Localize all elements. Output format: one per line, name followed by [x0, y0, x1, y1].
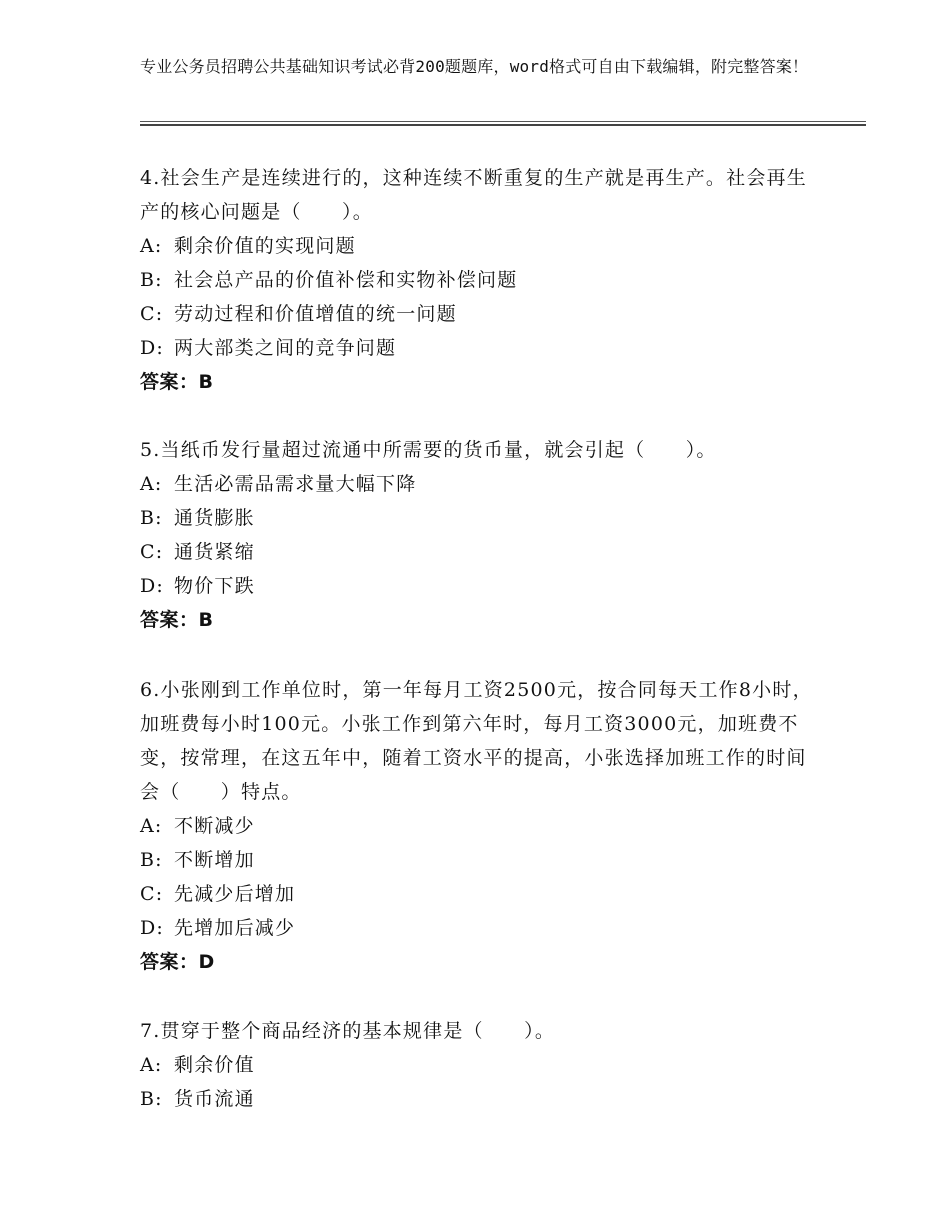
option-b [140, 1082, 820, 1116]
option-c [140, 535, 820, 569]
question-5 [140, 433, 820, 637]
option-key: B: [140, 849, 163, 871]
option-key: C: [140, 541, 164, 563]
option-key: A: [140, 815, 163, 837]
option-c [140, 297, 820, 331]
header-divider-thick [140, 124, 866, 126]
option-d [140, 911, 820, 945]
option-key: A: [140, 235, 163, 257]
option-text: 不断减少 [174, 815, 255, 837]
option-text: 两大部类之间的竞争问题 [174, 337, 397, 359]
question-stem: 5.当纸币发行量超过流通中所需要的货币量，就会引起（ ）。 [140, 439, 717, 461]
option-key: D: [140, 575, 165, 597]
option-text: 先增加后减少 [174, 917, 296, 939]
option-key: B: [140, 507, 163, 529]
question-stem: 6.小张刚到工作单位时，第一年每月工资2500元，按合同每天工作8小时，加班费每小时100元。小张工作到第六年时，每月工资3000元，加班费不变，按常理，在这五年中，随着工资水平的提高，小张选择加班工作的时间会（ ）特点。 [140, 679, 813, 803]
question-4 [140, 161, 820, 399]
option-key: A: [140, 473, 163, 495]
option-text: 剩余价值的实现问题 [174, 235, 356, 257]
question-stem: 7.贯穿于整个商品经济的基本规律是（ ）。 [140, 1020, 556, 1042]
option-text: 剩余价值 [174, 1054, 255, 1076]
option-b [140, 263, 820, 297]
option-b [140, 843, 820, 877]
option-text: 先减少后增加 [174, 883, 296, 905]
header-divider [140, 121, 866, 122]
option-text: 社会总产品的价值补偿和实物补偿问题 [174, 269, 518, 291]
option-text: 劳动过程和价值增值的统一问题 [174, 303, 457, 325]
option-key: A: [140, 1054, 163, 1076]
option-key: B: [140, 269, 163, 291]
option-key: D: [140, 917, 165, 939]
option-a [140, 1048, 820, 1082]
option-text: 货币流通 [174, 1088, 255, 1110]
option-c [140, 877, 820, 911]
option-key: B: [140, 1088, 163, 1110]
option-a [140, 809, 820, 843]
answer-label: 答案：B [140, 371, 214, 393]
option-b [140, 501, 820, 535]
option-d [140, 569, 820, 603]
option-text: 通货紧缩 [174, 541, 255, 563]
option-text: 不断增加 [174, 849, 255, 871]
answer-label: 答案：B [140, 609, 214, 631]
question-6 [140, 673, 820, 979]
question-stem: 4.社会生产是连续进行的，这种连续不断重复的生产就是再生产。社会再生产的核心问题是（ ）。 [140, 167, 807, 223]
option-a [140, 467, 820, 501]
option-text: 通货膨胀 [174, 507, 255, 529]
option-key: C: [140, 883, 164, 905]
answer-label: 答案：D [140, 951, 215, 973]
option-a [140, 229, 820, 263]
option-key: D: [140, 337, 165, 359]
option-key: C: [140, 303, 164, 325]
option-text: 物价下跌 [174, 575, 255, 597]
option-d [140, 331, 820, 365]
question-7 [140, 1014, 820, 1116]
document-header: 专业公务员招聘公共基础知识考试必背200题题库，word格式可自由下载编辑，附完整答案！ [140, 57, 809, 76]
option-text: 生活必需品需求量大幅下降 [174, 473, 417, 495]
